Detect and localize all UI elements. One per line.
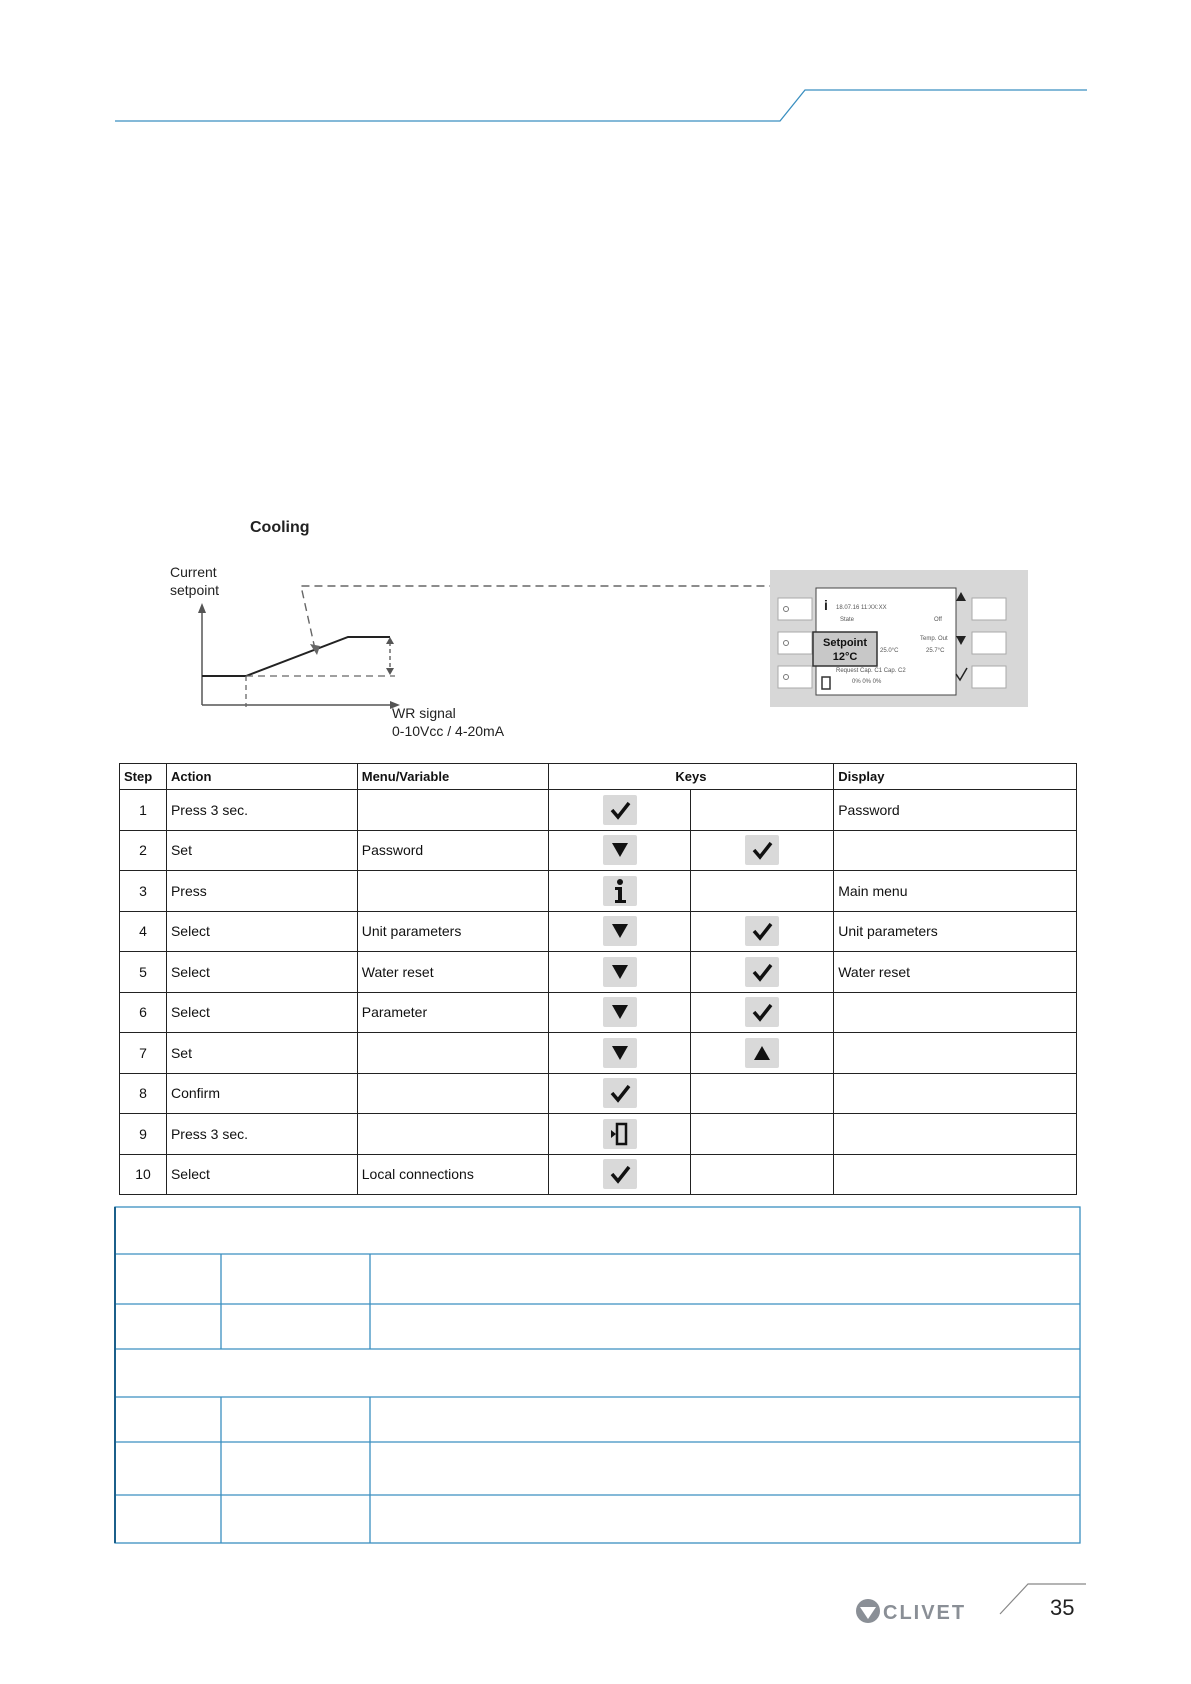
- header-step: Step: [120, 764, 167, 790]
- key-cell: [548, 871, 691, 912]
- down-arrow-key-icon: [603, 916, 637, 946]
- key-cell: [691, 952, 834, 993]
- table-header-row: [120, 764, 1077, 790]
- menu-variable-cell: Water reset: [357, 952, 548, 993]
- display-popup-2: 12°C: [832, 651, 858, 663]
- controller-panel: [770, 570, 1028, 707]
- key-cell: [691, 1033, 834, 1074]
- header-action: Action: [166, 764, 357, 790]
- step-cell: 9: [120, 1114, 167, 1155]
- table-row: [120, 1154, 1077, 1195]
- check-key-icon: [603, 795, 637, 825]
- down-arrow-key-icon: [603, 997, 637, 1027]
- footer-line: [998, 1578, 1088, 1618]
- menu-variable-cell: Local connections: [357, 1154, 548, 1195]
- action-cell: Press 3 sec.: [166, 1114, 357, 1155]
- header-keys: Keys: [548, 764, 834, 790]
- table-row: [120, 952, 1077, 993]
- x-axis-label-2: 0-10Vcc / 4-20mA: [392, 723, 505, 739]
- key-cell: [548, 790, 691, 831]
- y-axis-label-2: setpoint: [170, 582, 220, 598]
- key-cell: [691, 830, 834, 871]
- action-cell: Select: [166, 992, 357, 1033]
- svg-text:25.7°C: 25.7°C: [926, 648, 945, 654]
- svg-text:Request Cap. C1 Cap. C2: Request Cap. C1 Cap. C2: [836, 668, 906, 674]
- action-cell: Press 3 sec.: [166, 790, 357, 831]
- table-row: [120, 1073, 1077, 1114]
- table-row: [120, 1114, 1077, 1155]
- action-cell: Press: [166, 871, 357, 912]
- key-cell: [691, 1154, 834, 1195]
- key-cell: [548, 1154, 691, 1195]
- menu-variable-cell: Parameter: [357, 992, 548, 1033]
- table-row: [120, 871, 1077, 912]
- table-row: [120, 830, 1077, 871]
- header-menu: Menu/Variable: [357, 764, 548, 790]
- table-row: [120, 911, 1077, 952]
- check-key-icon: [603, 1078, 637, 1108]
- key-cell: [548, 952, 691, 993]
- display-cell: [834, 1073, 1077, 1114]
- menu-variable-cell: [357, 1073, 548, 1114]
- menu-variable-cell: Password: [357, 830, 548, 871]
- menu-variable-cell: [357, 1114, 548, 1155]
- svg-text:State: State: [840, 617, 855, 623]
- key-cell: [548, 911, 691, 952]
- action-cell: Select: [166, 952, 357, 993]
- empty-grid: [114, 1206, 1081, 1544]
- display-cell: Water reset: [834, 952, 1077, 993]
- table-row: [120, 1033, 1077, 1074]
- svg-text:0% 0% 0%: 0% 0% 0%: [852, 679, 882, 685]
- exit-key-icon: [603, 1119, 637, 1149]
- menu-variable-cell: [357, 1033, 548, 1074]
- step-cell: 4: [120, 911, 167, 952]
- check-key-icon: [745, 835, 779, 865]
- key-cell: [548, 1033, 691, 1074]
- brand-name: CLIVET: [883, 1602, 967, 1624]
- info-key-icon: [603, 876, 637, 906]
- step-cell: 7: [120, 1033, 167, 1074]
- up-arrow-key-icon: [745, 1038, 779, 1068]
- menu-variable-cell: Unit parameters: [357, 911, 548, 952]
- key-cell: [548, 1114, 691, 1155]
- cooling-diagram: [150, 505, 1050, 745]
- diagram-title: Cooling: [250, 519, 310, 536]
- down-arrow-key-icon: [603, 957, 637, 987]
- page-number: 35: [1050, 1595, 1075, 1620]
- header-line: [0, 0, 1191, 130]
- key-cell: [548, 1073, 691, 1114]
- step-cell: 3: [120, 871, 167, 912]
- display-cell: Unit parameters: [834, 911, 1077, 952]
- key-cell: [691, 911, 834, 952]
- action-cell: Set: [166, 830, 357, 871]
- display-cell: Main menu: [834, 871, 1077, 912]
- key-cell: [691, 1073, 834, 1114]
- svg-text:Off: Off: [934, 617, 942, 623]
- step-cell: 8: [120, 1073, 167, 1114]
- steps-table: [119, 763, 1077, 1195]
- key-cell: [691, 871, 834, 912]
- svg-text:i: i: [824, 597, 828, 613]
- menu-variable-cell: [357, 790, 548, 831]
- table-row: [120, 790, 1077, 831]
- display-cell: [834, 830, 1077, 871]
- action-cell: Select: [166, 1154, 357, 1195]
- step-cell: 2: [120, 830, 167, 871]
- action-cell: Set: [166, 1033, 357, 1074]
- down-arrow-key-icon: [603, 1038, 637, 1068]
- display-popup-1: Setpoint: [823, 637, 867, 649]
- step-cell: 10: [120, 1154, 167, 1195]
- key-cell: [548, 992, 691, 1033]
- key-cell: [691, 992, 834, 1033]
- key-cell: [691, 790, 834, 831]
- action-cell: Select: [166, 911, 357, 952]
- step-cell: 6: [120, 992, 167, 1033]
- action-cell: Confirm: [166, 1073, 357, 1114]
- step-cell: 5: [120, 952, 167, 993]
- display-cell: [834, 1033, 1077, 1074]
- x-axis-label-1: WR signal: [392, 705, 456, 721]
- y-axis-label-1: Current: [170, 564, 217, 580]
- check-key-icon: [745, 997, 779, 1027]
- display-cell: Password: [834, 790, 1077, 831]
- svg-text:Temp. Out: Temp. Out: [920, 636, 948, 642]
- check-key-icon: [745, 916, 779, 946]
- clivet-logo: [855, 1597, 985, 1627]
- svg-text:18.07.16 11:XX:XX: 18.07.16 11:XX:XX: [836, 605, 887, 611]
- key-cell: [548, 830, 691, 871]
- down-arrow-key-icon: [603, 835, 637, 865]
- check-key-icon: [745, 957, 779, 987]
- display-cell: [834, 1114, 1077, 1155]
- key-cell: [691, 1114, 834, 1155]
- menu-variable-cell: [357, 871, 548, 912]
- step-cell: 1: [120, 790, 167, 831]
- svg-text:25.0°C: 25.0°C: [880, 648, 899, 654]
- display-cell: [834, 992, 1077, 1033]
- display-cell: [834, 1154, 1077, 1195]
- check-key-icon: [603, 1159, 637, 1189]
- header-display: Display: [834, 764, 1077, 790]
- table-row: [120, 992, 1077, 1033]
